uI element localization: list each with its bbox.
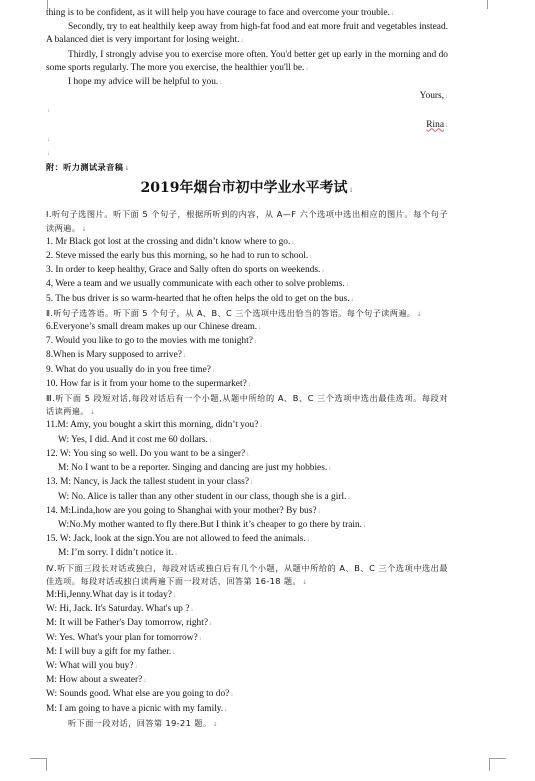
section-header-text: I.听句子选图片。听下面 5 个句子，根据所听到的内容，从 A—F 六个选项中选出相应的图片。每个句子读两遍。 [46, 209, 448, 233]
dialogue-line: M: It will be Father's Day tomorrow, right?↓ [46, 618, 212, 629]
section-header-text: Ⅱ.听句子选答语。听下面 5 个句子，从 A、B、C 三个选项中选出恰当的答语。每个句子读两遍。 [46, 307, 416, 318]
essay-paragraph: Secondly, try to eat healthily keep away from high-fat food and eat more fruit and vegetables instead. A balanced diet is very important for losing weight.↓ [46, 22, 448, 46]
dialogue-line: W: Hi, Jack. It's Saturday. What's up ?↓ [46, 604, 194, 615]
essay-paragraph-text: Secondly, try to eat healthily keep away from high-fat food and eat more fruit and vegetables instead. A balanced diet is very important for losing weight. [46, 22, 448, 46]
dialogue-line-text: W: What will you buy? [46, 660, 134, 671]
essay-paragraph-text: I hope my advice will be helpful to you. [68, 77, 219, 88]
crop-mark-top-right [487, 0, 497, 9]
dialogue-question: 12. W: You sing so well. Do you want to be a singer?↓ [46, 448, 250, 459]
dialogue-line-text: 12. W: You sing so well. Do you want to be a singer? [46, 448, 246, 459]
list-item: 8.When is Mary supposed to arrive?↓ [46, 350, 186, 361]
list-item-text: 6.Everyone’s small dream makes up our Chinese dream. [46, 322, 258, 333]
crop-mark-bottom-right [489, 758, 506, 771]
dialogue-answer: M: No I want to be a reporter. Singing and dancing are just my hobbies.↓ [58, 463, 332, 474]
section-4-next-instruction: 听下面一段对话，回答第 19-21 题。↓ [68, 717, 218, 728]
dialogue-line-text: M: It will be Father's Day tomorrow, right? [46, 618, 208, 629]
list-item-text: 1. Mr Black got lost at the crossing and didn’t know where to go. [46, 236, 291, 247]
dialogue-line-text: W: No. Alice is taller than any other student in our class, though she is a girl. [58, 491, 347, 502]
list-item-text: 8.When is Mary supposed to arrive? [46, 350, 182, 361]
dialogue-line: W: Yes. What's your plan for tomorrow?↓ [46, 632, 202, 643]
section-2-header: Ⅱ.听句子选答语。听下面 5 个句子，从 A、B、C 三个选项中选出恰当的答语。每个句子读两遍。↓ [46, 307, 422, 318]
signature-text: Rina [426, 119, 444, 130]
empty-line: ↓ [47, 108, 50, 115]
dialogue-line-text: M: I will buy a gift for my father. [46, 646, 172, 657]
dialogue-line-text: 15. W: Jack, look at the sign.You are not allowed to feed the animals. [46, 534, 306, 545]
list-item-text: 2. Steve missed the early bus this morning, so he had to run to school. [46, 251, 309, 262]
essay-paragraph-text: thing is to be confident, as it will help you have courage to face and overcome your trouble. [46, 8, 390, 18]
essay-paragraph: thing is to be confident, as it will help you have courage to face and overcome your trouble.↓ [46, 8, 394, 18]
dialogue-answer: W: Yes, I did. And it cost me 60 dollars.↓ [58, 434, 212, 445]
appendix-heading: 附：听力测试录音稿↓ [46, 162, 130, 173]
dialogue-line-text: W: Yes. What's your plan for tomorrow? [46, 632, 198, 643]
dialogue-line-text: 14. M:Linda,how are you going to Shanghai with your mother? By bus? [46, 505, 317, 516]
dialogue-line-text: W: Hi, Jack. It's Saturday. What's up ? [46, 604, 190, 615]
list-item-text: 9. What do you usually do in you free time? [46, 364, 211, 375]
list-item-text: 10. How far is it from your home to the supermarket? [46, 378, 247, 389]
dialogue-question: 13. M: Nancy, is Jack the tallest student in your class?↓ [46, 477, 253, 488]
list-item-text: 4, Were a team and we usually communicate with each other to solve problems. [46, 279, 345, 290]
dialogue-line-text: M: I’m sorry. I didn’t notice it. [58, 548, 174, 559]
dialogue-line-text: M: How about a sweater? [46, 675, 143, 686]
appendix-heading-text: 附：听力测试录音稿 [46, 162, 124, 173]
list-item: 2. Steve missed the early bus this morning, so he had to run to school.↓ [46, 251, 313, 262]
dialogue-line-text: W: Yes, I did. And it cost me 60 dollars. [58, 434, 208, 445]
list-item: 9. What do you usually do in you free time?↓ [46, 364, 215, 375]
essay-paragraph: Thirdly, I strongly advise you to exercise more often. You'd better get up early in the morning and do some sports regularly. The more you exercise, the healthier you'll be.↓ [46, 49, 448, 73]
dialogue-line: W: Sounds good. What else are you going to do?↓ [46, 689, 234, 700]
dialogue-question: 11.M: Amy, you bought a skirt this morning, didn’t you?↓ [46, 420, 263, 431]
section-1-header: I.听句子选图片。听下面 5 个句子，根据所听到的内容，从 A—F 六个选项中选出相应的图片。每个句子读两遍。↓ [46, 209, 448, 233]
section-header-text: Ⅳ.听下面三段长对话或独白，每段对话或独白后有几个小题，从题中所给的 A、B、C 三个选项中选出最佳选项。每段对话或独白读两遍下面一段对话，回答第 16-18 题。 [46, 562, 448, 586]
dialogue-line-text: 11.M: Amy, you bought a skirt this morning, didn’t you? [46, 420, 259, 431]
dialogue-answer: M: I’m sorry. I didn’t notice it.↓ [58, 548, 178, 559]
list-item: 5. The bus driver is so warm-hearted that he often helps the old to get on the bus.↓ [46, 293, 354, 304]
dialogue-line: M: I will buy a gift for my father.↓ [46, 646, 176, 657]
list-item-text: 7. Would you like to go to the movies with me tonight? [46, 336, 253, 347]
dialogue-answer: W: No. Alice is taller than any other student in our class, though she is a girl.↓ [58, 491, 351, 502]
essay-signature: Rina↓ [426, 119, 448, 130]
exam-title-text: 2019年烟台市初中学业水平考试 [140, 180, 348, 197]
essay-closing: Yours,↓ [419, 91, 448, 102]
list-item: 10. How far is it from your home to the supermarket?↓ [46, 378, 251, 389]
crop-mark-bottom-left [30, 758, 47, 771]
list-item: 4, Were a team and we usually communicate with each other to solve problems.↓ [46, 279, 349, 290]
exam-title: 2019年烟台市初中学业水平考试↓ [140, 180, 354, 197]
section-header-text: Ⅲ.听下面 5 段短对话,每段对话后有一个小题,从题中所给的 A、B、C 三个选项中选出最佳选项。每段对话读两遍。 [46, 393, 448, 417]
empty-line: ↓ [47, 151, 50, 158]
essay-paragraph-text: Thirdly, I strongly advise you to exercise more often. You'd better get up early in the morning and do some sports regularly. The more you exercise, the healthier you'll be. [46, 49, 448, 73]
dialogue-line-text: 13. M: Nancy, is Jack the tallest student in your class? [46, 477, 249, 488]
dialogue-line: M:Hi,Jenny.What day is it today?↓ [46, 589, 176, 600]
dialogue-line-text: M: No I want to be a reporter. Singing and dancing are just my hobbies. [58, 463, 328, 474]
document-body [46, 7, 448, 731]
dialogue-question: 14. M:Linda,how are you going to Shanghai with your mother? By bus?↓ [46, 505, 321, 516]
dialogue-line-text: M: I am going to have a picnic with my family. [46, 703, 224, 714]
list-item: 3. In order to keep healthy, Grace and Sally often do sports on weekends.↓ [46, 265, 325, 276]
section-4-header: Ⅳ.听下面三段长对话或独白，每段对话或独白后有几个小题，从题中所给的 A、B、C 三个选项中选出最佳选项。每段对话或独白读两遍下面一段对话，回答第 16-18 题。↓ [46, 562, 448, 586]
dialogue-line: M: How about a sweater?↓ [46, 675, 147, 686]
dialogue-line-text: W:No.My mother wanted to fly there.But I think it’s cheaper to go there by train. [58, 519, 362, 530]
list-item: 6.Everyone’s small dream makes up our Chinese dream.↓ [46, 322, 262, 333]
dialogue-line-text: W: Sounds good. What else are you going to do? [46, 689, 230, 700]
dialogue-question: 15. W: Jack, look at the sign.You are not allowed to feed the animals.↓ [46, 534, 310, 545]
list-item-text: 5. The bus driver is so warm-hearted that he often helps the old to get on the bus. [46, 293, 350, 304]
empty-line: ↓ [47, 136, 50, 143]
dialogue-line: M: I am going to have a picnic with my family.↓ [46, 703, 228, 714]
closing-text: Yours, [419, 91, 444, 102]
section-3-header: Ⅲ.听下面 5 段短对话,每段对话后有一个小题,从题中所给的 A、B、C 三个选项中选出最佳选项。每段对话读两遍。↓ [46, 393, 448, 417]
instruction-text: 听下面一段对话，回答第 19-21 题。 [68, 717, 212, 728]
essay-paragraph: I hope my advice will be helpful to you.↓ [68, 77, 223, 88]
list-item: 1. Mr Black got lost at the crossing and didn’t know where to go.↓ [46, 236, 295, 247]
dialogue-line-text: M:Hi,Jenny.What day is it today? [46, 589, 172, 600]
dialogue-answer: W:No.My mother wanted to fly there.But I think it’s cheaper to go there by train.↓ [58, 519, 366, 530]
list-item: 7. Would you like to go to the movies with me tonight?↓ [46, 336, 257, 347]
dialogue-line: W: What will you buy?↓ [46, 660, 138, 671]
list-item-text: 3. In order to keep healthy, Grace and Sally often do sports on weekends. [46, 265, 321, 276]
